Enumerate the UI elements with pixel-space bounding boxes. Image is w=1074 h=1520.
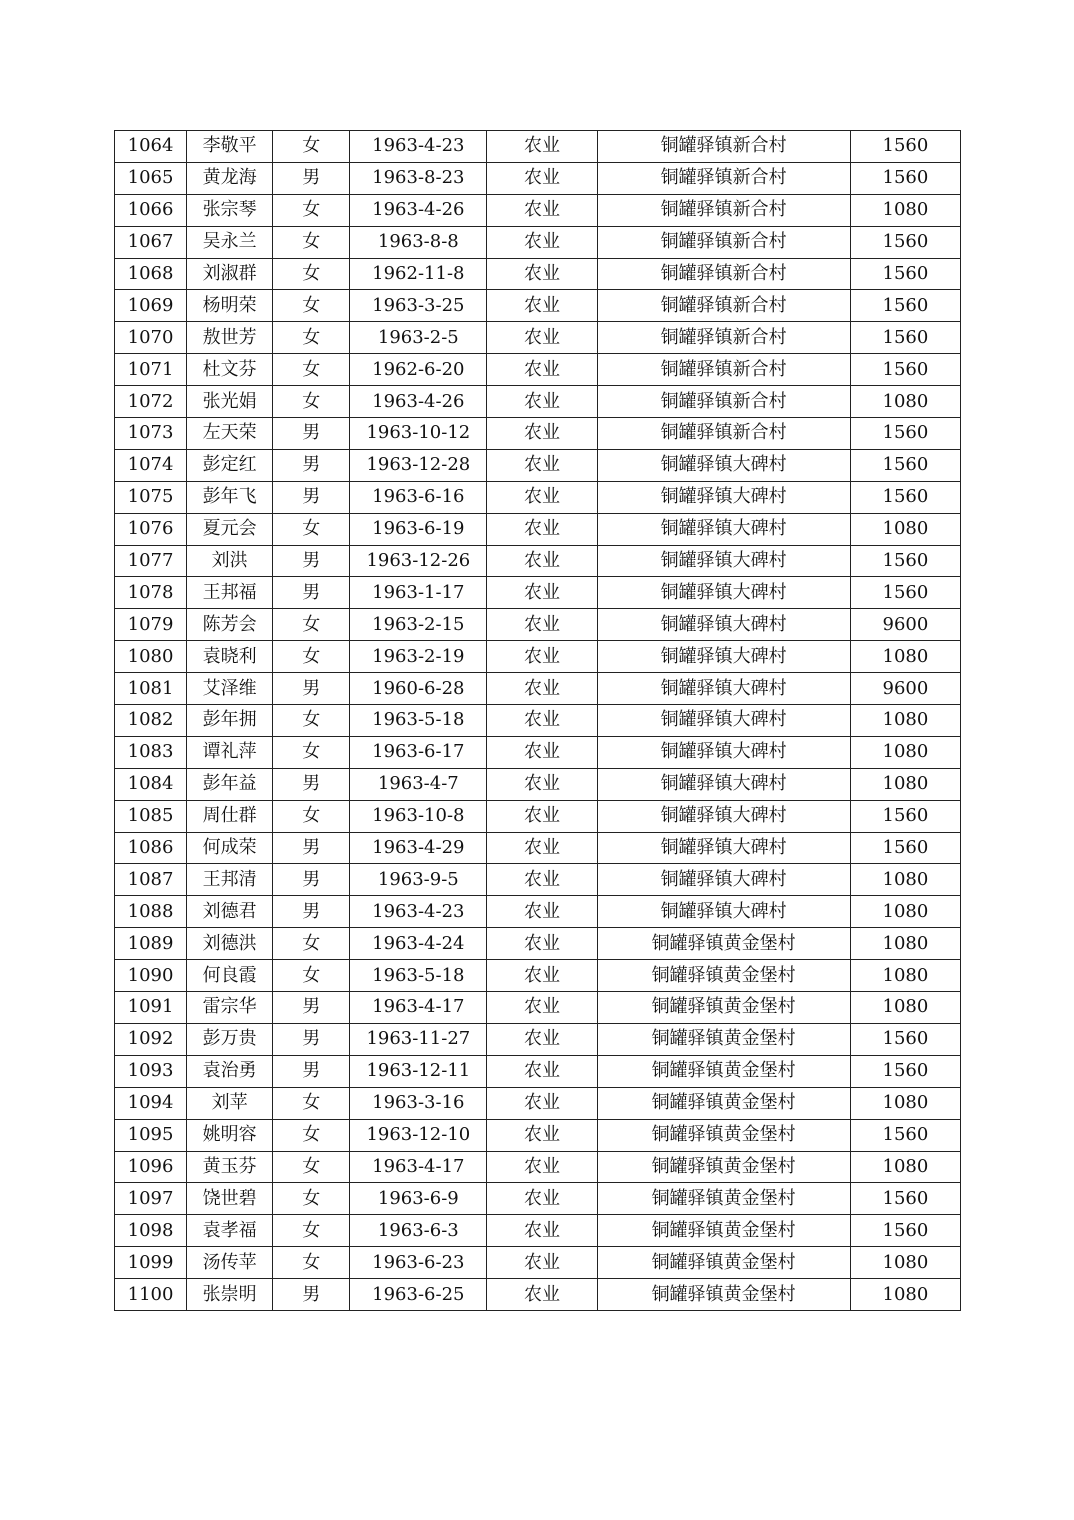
cell-gender: 男 [273, 896, 350, 928]
cell-birth-date: 1963-4-7 [350, 768, 487, 800]
cell-gender: 女 [273, 354, 350, 386]
cell-occupation: 农业 [487, 131, 597, 163]
cell-amount: 1560 [850, 577, 960, 609]
table-row [115, 386, 961, 418]
cell-name: 黄龙海 [187, 162, 273, 194]
cell-gender: 男 [273, 577, 350, 609]
cell-id: 1070 [115, 322, 187, 354]
cell-id: 1096 [115, 1151, 187, 1183]
cell-name: 袁孝福 [187, 1215, 273, 1247]
cell-name: 王邦福 [187, 577, 273, 609]
cell-gender: 男 [273, 864, 350, 896]
cell-gender: 男 [273, 992, 350, 1024]
table-row [115, 1119, 961, 1151]
cell-occupation: 农业 [487, 577, 597, 609]
cell-name: 王邦清 [187, 864, 273, 896]
cell-id: 1084 [115, 768, 187, 800]
cell-occupation: 农业 [487, 1279, 597, 1311]
cell-amount: 1560 [850, 545, 960, 577]
table-row [115, 418, 961, 450]
cell-gender: 女 [273, 290, 350, 322]
table-row [115, 1279, 961, 1311]
table-row [115, 705, 961, 737]
cell-id: 1078 [115, 577, 187, 609]
cell-address: 铜罐驿镇大碑村 [597, 513, 850, 545]
cell-gender: 女 [273, 1087, 350, 1119]
cell-occupation: 农业 [487, 258, 597, 290]
cell-occupation: 农业 [487, 864, 597, 896]
cell-id: 1069 [115, 290, 187, 322]
cell-amount: 1080 [850, 1087, 960, 1119]
cell-birth-date: 1962-11-8 [350, 258, 487, 290]
cell-occupation: 农业 [487, 1055, 597, 1087]
table-row [115, 290, 961, 322]
cell-name: 袁治勇 [187, 1055, 273, 1087]
cell-name: 彭万贵 [187, 1023, 273, 1055]
table-row [115, 960, 961, 992]
cell-amount: 1080 [850, 960, 960, 992]
cell-id: 1066 [115, 194, 187, 226]
cell-amount: 1080 [850, 513, 960, 545]
cell-birth-date: 1963-6-23 [350, 1247, 487, 1279]
cell-amount: 1560 [850, 226, 960, 258]
cell-name: 刘德君 [187, 896, 273, 928]
cell-birth-date: 1963-6-19 [350, 513, 487, 545]
cell-occupation: 农业 [487, 768, 597, 800]
cell-gender: 女 [273, 1215, 350, 1247]
cell-id: 1081 [115, 673, 187, 705]
cell-amount: 1080 [850, 768, 960, 800]
cell-occupation: 农业 [487, 705, 597, 737]
cell-address: 铜罐驿镇大碑村 [597, 673, 850, 705]
table-row [115, 1087, 961, 1119]
cell-gender: 女 [273, 386, 350, 418]
cell-amount: 1080 [850, 1279, 960, 1311]
table-row [115, 162, 961, 194]
cell-occupation: 农业 [487, 800, 597, 832]
cell-occupation: 农业 [487, 1151, 597, 1183]
cell-occupation: 农业 [487, 928, 597, 960]
table-row [115, 131, 961, 163]
cell-address: 铜罐驿镇大碑村 [597, 449, 850, 481]
table-row [115, 1215, 961, 1247]
table-row [115, 673, 961, 705]
cell-gender: 男 [273, 1055, 350, 1087]
cell-address: 铜罐驿镇大碑村 [597, 545, 850, 577]
cell-occupation: 农业 [487, 481, 597, 513]
cell-name: 黄玉芬 [187, 1151, 273, 1183]
cell-occupation: 农业 [487, 513, 597, 545]
table-row [115, 832, 961, 864]
cell-birth-date: 1963-6-17 [350, 736, 487, 768]
cell-gender: 女 [273, 226, 350, 258]
cell-address: 铜罐驿镇大碑村 [597, 864, 850, 896]
cell-birth-date: 1963-11-27 [350, 1023, 487, 1055]
cell-amount: 1560 [850, 131, 960, 163]
cell-address: 铜罐驿镇新合村 [597, 131, 850, 163]
cell-address: 铜罐驿镇黄金堡村 [597, 1023, 850, 1055]
cell-gender: 女 [273, 131, 350, 163]
cell-birth-date: 1963-5-18 [350, 705, 487, 737]
cell-amount: 1560 [850, 1119, 960, 1151]
cell-gender: 男 [273, 418, 350, 450]
cell-address: 铜罐驿镇大碑村 [597, 896, 850, 928]
cell-occupation: 农业 [487, 736, 597, 768]
cell-amount: 9600 [850, 673, 960, 705]
table-row [115, 736, 961, 768]
table-row [115, 354, 961, 386]
cell-occupation: 农业 [487, 386, 597, 418]
cell-address: 铜罐驿镇新合村 [597, 194, 850, 226]
cell-amount: 1080 [850, 736, 960, 768]
cell-amount: 1080 [850, 1247, 960, 1279]
cell-amount: 1560 [850, 1183, 960, 1215]
cell-gender: 女 [273, 609, 350, 641]
cell-gender: 男 [273, 673, 350, 705]
cell-id: 1092 [115, 1023, 187, 1055]
cell-name: 刘洪 [187, 545, 273, 577]
cell-birth-date: 1963-2-19 [350, 641, 487, 673]
cell-address: 铜罐驿镇黄金堡村 [597, 1247, 850, 1279]
table-row [115, 1247, 961, 1279]
cell-gender: 女 [273, 194, 350, 226]
table-row [115, 864, 961, 896]
cell-birth-date: 1963-5-18 [350, 960, 487, 992]
cell-birth-date: 1963-12-28 [350, 449, 487, 481]
cell-gender: 女 [273, 705, 350, 737]
cell-amount: 1560 [850, 449, 960, 481]
cell-name: 谭礼萍 [187, 736, 273, 768]
cell-name: 彭年益 [187, 768, 273, 800]
cell-occupation: 农业 [487, 832, 597, 864]
cell-id: 1100 [115, 1279, 187, 1311]
cell-gender: 女 [273, 800, 350, 832]
cell-address: 铜罐驿镇新合村 [597, 290, 850, 322]
cell-amount: 1560 [850, 481, 960, 513]
cell-address: 铜罐驿镇黄金堡村 [597, 960, 850, 992]
cell-address: 铜罐驿镇黄金堡村 [597, 1119, 850, 1151]
cell-birth-date: 1963-6-16 [350, 481, 487, 513]
cell-birth-date: 1963-4-29 [350, 832, 487, 864]
cell-address: 铜罐驿镇大碑村 [597, 577, 850, 609]
cell-amount: 1080 [850, 992, 960, 1024]
cell-birth-date: 1963-9-5 [350, 864, 487, 896]
cell-birth-date: 1963-2-5 [350, 322, 487, 354]
cell-amount: 1560 [850, 800, 960, 832]
cell-birth-date: 1963-6-9 [350, 1183, 487, 1215]
cell-gender: 女 [273, 258, 350, 290]
cell-address: 铜罐驿镇黄金堡村 [597, 992, 850, 1024]
cell-birth-date: 1963-12-11 [350, 1055, 487, 1087]
cell-id: 1079 [115, 609, 187, 641]
cell-id: 1097 [115, 1183, 187, 1215]
cell-birth-date: 1963-3-25 [350, 290, 487, 322]
cell-birth-date: 1963-4-23 [350, 896, 487, 928]
cell-amount: 1560 [850, 1055, 960, 1087]
cell-name: 吴永兰 [187, 226, 273, 258]
table-row [115, 768, 961, 800]
cell-occupation: 农业 [487, 1183, 597, 1215]
cell-amount: 1560 [850, 258, 960, 290]
cell-amount: 1560 [850, 290, 960, 322]
cell-birth-date: 1963-4-24 [350, 928, 487, 960]
cell-birth-date: 1963-4-23 [350, 131, 487, 163]
cell-amount: 1080 [850, 705, 960, 737]
cell-id: 1089 [115, 928, 187, 960]
record-table [114, 130, 961, 1311]
cell-address: 铜罐驿镇新合村 [597, 322, 850, 354]
cell-amount: 1080 [850, 386, 960, 418]
cell-birth-date: 1963-4-17 [350, 992, 487, 1024]
cell-address: 铜罐驿镇新合村 [597, 258, 850, 290]
cell-id: 1076 [115, 513, 187, 545]
cell-occupation: 农业 [487, 641, 597, 673]
cell-id: 1065 [115, 162, 187, 194]
cell-name: 彭年飞 [187, 481, 273, 513]
cell-id: 1080 [115, 641, 187, 673]
table-row [115, 577, 961, 609]
cell-occupation: 农业 [487, 290, 597, 322]
table-row [115, 513, 961, 545]
cell-birth-date: 1963-8-8 [350, 226, 487, 258]
cell-address: 铜罐驿镇黄金堡村 [597, 928, 850, 960]
table-row [115, 194, 961, 226]
cell-address: 铜罐驿镇黄金堡村 [597, 1151, 850, 1183]
cell-gender: 男 [273, 832, 350, 864]
cell-occupation: 农业 [487, 1119, 597, 1151]
cell-id: 1098 [115, 1215, 187, 1247]
cell-name: 艾泽维 [187, 673, 273, 705]
cell-name: 刘苹 [187, 1087, 273, 1119]
cell-id: 1090 [115, 960, 187, 992]
cell-address: 铜罐驿镇黄金堡村 [597, 1215, 850, 1247]
cell-occupation: 农业 [487, 194, 597, 226]
cell-address: 铜罐驿镇大碑村 [597, 736, 850, 768]
cell-name: 雷宗华 [187, 992, 273, 1024]
cell-name: 李敬平 [187, 131, 273, 163]
cell-amount: 1080 [850, 641, 960, 673]
table-row [115, 1023, 961, 1055]
cell-id: 1075 [115, 481, 187, 513]
cell-address: 铜罐驿镇黄金堡村 [597, 1087, 850, 1119]
cell-occupation: 农业 [487, 162, 597, 194]
cell-name: 何成荣 [187, 832, 273, 864]
cell-address: 铜罐驿镇大碑村 [597, 641, 850, 673]
cell-amount: 1560 [850, 1215, 960, 1247]
cell-amount: 1080 [850, 194, 960, 226]
cell-occupation: 农业 [487, 609, 597, 641]
cell-birth-date: 1962-6-20 [350, 354, 487, 386]
cell-amount: 1080 [850, 896, 960, 928]
table-row [115, 992, 961, 1024]
cell-occupation: 农业 [487, 673, 597, 705]
cell-address: 铜罐驿镇大碑村 [597, 705, 850, 737]
cell-occupation: 农业 [487, 1087, 597, 1119]
cell-amount: 1560 [850, 162, 960, 194]
cell-name: 左天荣 [187, 418, 273, 450]
cell-id: 1083 [115, 736, 187, 768]
table-row [115, 226, 961, 258]
cell-address: 铜罐驿镇新合村 [597, 418, 850, 450]
cell-name: 汤传苹 [187, 1247, 273, 1279]
cell-id: 1082 [115, 705, 187, 737]
cell-gender: 女 [273, 928, 350, 960]
table-row [115, 896, 961, 928]
cell-occupation: 农业 [487, 226, 597, 258]
cell-birth-date: 1963-2-15 [350, 609, 487, 641]
cell-birth-date: 1963-4-26 [350, 386, 487, 418]
cell-id: 1094 [115, 1087, 187, 1119]
table-row [115, 800, 961, 832]
cell-name: 张宗琴 [187, 194, 273, 226]
cell-birth-date: 1963-3-16 [350, 1087, 487, 1119]
cell-gender: 男 [273, 1279, 350, 1311]
cell-birth-date: 1963-1-17 [350, 577, 487, 609]
cell-name: 杨明荣 [187, 290, 273, 322]
cell-birth-date: 1963-4-17 [350, 1151, 487, 1183]
cell-id: 1095 [115, 1119, 187, 1151]
cell-occupation: 农业 [487, 545, 597, 577]
cell-amount: 1560 [850, 354, 960, 386]
cell-birth-date: 1963-12-10 [350, 1119, 487, 1151]
cell-amount: 1560 [850, 418, 960, 450]
cell-gender: 女 [273, 641, 350, 673]
cell-gender: 女 [273, 322, 350, 354]
cell-name: 姚明容 [187, 1119, 273, 1151]
cell-address: 铜罐驿镇大碑村 [597, 768, 850, 800]
cell-name: 夏元会 [187, 513, 273, 545]
cell-name: 张崇明 [187, 1279, 273, 1311]
cell-name: 张光娟 [187, 386, 273, 418]
cell-id: 1071 [115, 354, 187, 386]
cell-id: 1086 [115, 832, 187, 864]
cell-id: 1068 [115, 258, 187, 290]
table-body [115, 131, 961, 1311]
cell-occupation: 农业 [487, 449, 597, 481]
table-row [115, 928, 961, 960]
cell-address: 铜罐驿镇大碑村 [597, 481, 850, 513]
table-row [115, 1055, 961, 1087]
cell-name: 杜文芬 [187, 354, 273, 386]
cell-occupation: 农业 [487, 1247, 597, 1279]
cell-birth-date: 1963-10-8 [350, 800, 487, 832]
cell-amount: 1080 [850, 1151, 960, 1183]
cell-id: 1088 [115, 896, 187, 928]
cell-gender: 男 [273, 449, 350, 481]
cell-gender: 女 [273, 1247, 350, 1279]
cell-id: 1072 [115, 386, 187, 418]
cell-address: 铜罐驿镇新合村 [597, 354, 850, 386]
cell-gender: 男 [273, 768, 350, 800]
cell-occupation: 农业 [487, 992, 597, 1024]
cell-occupation: 农业 [487, 1023, 597, 1055]
cell-amount: 1560 [850, 1023, 960, 1055]
cell-gender: 女 [273, 1183, 350, 1215]
cell-occupation: 农业 [487, 322, 597, 354]
cell-id: 1073 [115, 418, 187, 450]
cell-id: 1087 [115, 864, 187, 896]
cell-occupation: 农业 [487, 1215, 597, 1247]
cell-address: 铜罐驿镇新合村 [597, 226, 850, 258]
cell-name: 陈芳会 [187, 609, 273, 641]
cell-occupation: 农业 [487, 896, 597, 928]
table-row [115, 481, 961, 513]
cell-birth-date: 1963-8-23 [350, 162, 487, 194]
cell-id: 1074 [115, 449, 187, 481]
cell-id: 1093 [115, 1055, 187, 1087]
table-row [115, 545, 961, 577]
cell-name: 袁晓利 [187, 641, 273, 673]
cell-name: 周仕群 [187, 800, 273, 832]
cell-gender: 女 [273, 736, 350, 768]
cell-occupation: 农业 [487, 960, 597, 992]
cell-gender: 男 [273, 1023, 350, 1055]
cell-name: 彭年拥 [187, 705, 273, 737]
cell-address: 铜罐驿镇大碑村 [597, 832, 850, 864]
cell-birth-date: 1963-6-3 [350, 1215, 487, 1247]
cell-name: 何良霞 [187, 960, 273, 992]
cell-address: 铜罐驿镇新合村 [597, 386, 850, 418]
table-row [115, 609, 961, 641]
cell-gender: 男 [273, 162, 350, 194]
table-row [115, 641, 961, 673]
cell-birth-date: 1963-6-25 [350, 1279, 487, 1311]
cell-id: 1085 [115, 800, 187, 832]
cell-amount: 1560 [850, 322, 960, 354]
table-row [115, 322, 961, 354]
cell-id: 1067 [115, 226, 187, 258]
cell-address: 铜罐驿镇黄金堡村 [597, 1055, 850, 1087]
cell-gender: 男 [273, 481, 350, 513]
cell-address: 铜罐驿镇黄金堡村 [597, 1183, 850, 1215]
cell-birth-date: 1963-4-26 [350, 194, 487, 226]
table-row [115, 449, 961, 481]
cell-gender: 女 [273, 1119, 350, 1151]
table-row [115, 258, 961, 290]
cell-gender: 女 [273, 1151, 350, 1183]
cell-amount: 1080 [850, 864, 960, 896]
cell-address: 铜罐驿镇新合村 [597, 162, 850, 194]
cell-amount: 1080 [850, 928, 960, 960]
cell-name: 饶世碧 [187, 1183, 273, 1215]
cell-occupation: 农业 [487, 418, 597, 450]
cell-gender: 男 [273, 545, 350, 577]
cell-address: 铜罐驿镇黄金堡村 [597, 1279, 850, 1311]
cell-name: 刘淑群 [187, 258, 273, 290]
cell-address: 铜罐驿镇大碑村 [597, 800, 850, 832]
cell-address: 铜罐驿镇大碑村 [597, 609, 850, 641]
cell-amount: 1560 [850, 832, 960, 864]
cell-id: 1099 [115, 1247, 187, 1279]
cell-birth-date: 1963-12-26 [350, 545, 487, 577]
cell-occupation: 农业 [487, 354, 597, 386]
cell-amount: 9600 [850, 609, 960, 641]
cell-id: 1091 [115, 992, 187, 1024]
cell-birth-date: 1960-6-28 [350, 673, 487, 705]
cell-name: 彭定红 [187, 449, 273, 481]
cell-name: 敖世芳 [187, 322, 273, 354]
cell-gender: 女 [273, 960, 350, 992]
table-row [115, 1151, 961, 1183]
cell-id: 1077 [115, 545, 187, 577]
cell-id: 1064 [115, 131, 187, 163]
cell-name: 刘德洪 [187, 928, 273, 960]
cell-gender: 女 [273, 513, 350, 545]
table-row [115, 1183, 961, 1215]
cell-birth-date: 1963-10-12 [350, 418, 487, 450]
